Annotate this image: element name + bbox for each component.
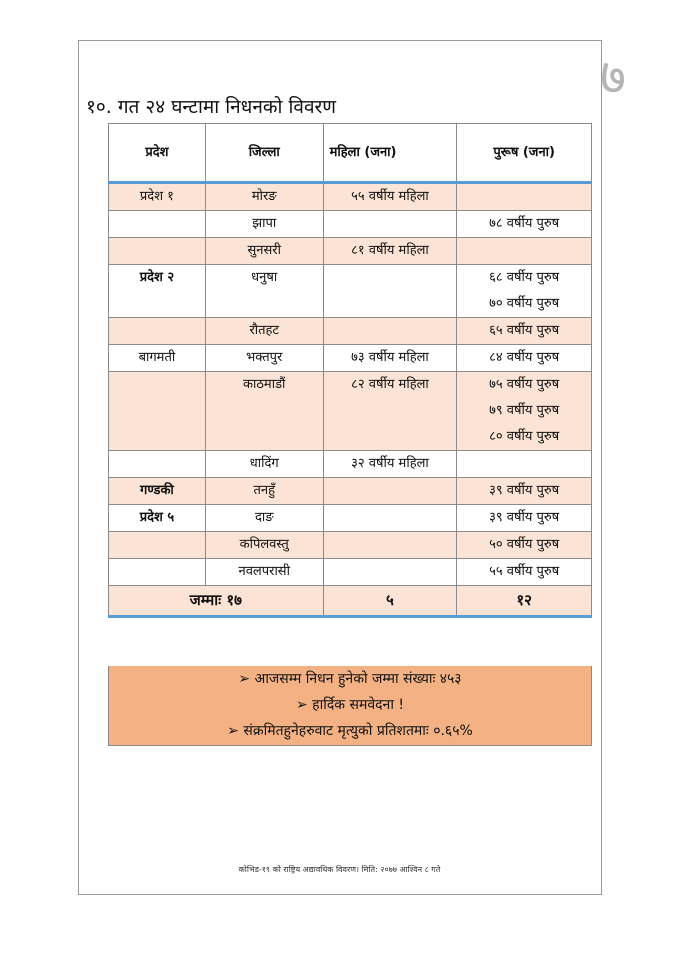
female-cell: ८१ वर्षीय महिला — [323, 238, 457, 265]
table-header-row — [109, 124, 592, 183]
male-cell — [457, 238, 592, 265]
province-cell: गण्डकी — [109, 478, 206, 505]
summary-line: ➢ संक्रमितहुनेहरुवाट मृत्युको प्रतिशतमाः ०.६५% — [227, 723, 473, 739]
province-cell — [109, 318, 206, 345]
district-cell: झापा — [205, 211, 323, 238]
province-cell — [109, 372, 206, 451]
male-cell: ६५ वर्षीय पुरुष — [457, 318, 592, 345]
province-cell — [109, 451, 206, 478]
district-cell: सुनसरी — [205, 238, 323, 265]
bullet-icon: ➢ — [227, 723, 239, 739]
district-cell: मोरङ — [205, 183, 323, 211]
male-cell: ३९ वर्षीय पुरुष — [457, 478, 592, 505]
province-cell — [109, 532, 206, 559]
province-cell — [109, 211, 206, 238]
female-cell — [323, 318, 457, 345]
female-cell — [323, 478, 457, 505]
province-cell: प्रदेश १ — [109, 183, 206, 211]
district-cell: भक्तपुर — [205, 345, 323, 372]
male-cell: ८४ वर्षीय पुरुष — [457, 345, 592, 372]
province-cell: प्रदेश २ — [109, 265, 206, 318]
summary-line: ➢ आजसम्म निधन हुनेको जम्मा संख्याः ४५३ — [238, 671, 462, 687]
header-province: प्रदेश — [109, 124, 206, 183]
male-cell: ७८ वर्षीय पुरुष — [457, 211, 592, 238]
female-cell — [323, 559, 457, 586]
district-cell: तनहुँ — [205, 478, 323, 505]
header-male: पुरूष (जना) — [457, 124, 592, 183]
female-cell — [323, 211, 457, 238]
total-label: जम्माः १७ — [109, 586, 324, 617]
district-cell: कपिलवस्तु — [205, 532, 323, 559]
table-row — [109, 345, 592, 372]
district-cell: नवलपरासी — [205, 559, 323, 586]
bullet-icon: ➢ — [295, 697, 308, 713]
male-cell — [457, 183, 592, 211]
female-cell: ७३ वर्षीय महिला — [323, 345, 457, 372]
province-cell — [109, 238, 206, 265]
page-footer: कोभिड-१९ को राष्ट्रिय अद्यावधिक विवरण। मिति: २०७७ आश्विन ८ गते — [238, 865, 441, 874]
table-row — [109, 559, 592, 586]
table-row — [109, 372, 592, 451]
male-cell: ५० वर्षीय पुरुष — [457, 532, 592, 559]
province-cell: प्रदेश ५ — [109, 505, 206, 532]
summary-box — [108, 666, 592, 746]
province-cell — [109, 559, 206, 586]
district-cell: दाङ — [205, 505, 323, 532]
male-cell — [457, 451, 592, 478]
district-cell: काठमाडौं — [205, 372, 323, 451]
header-female: महिला (जना) — [323, 124, 457, 183]
female-cell — [323, 532, 457, 559]
table-row — [109, 238, 592, 265]
page-number: ७ — [600, 48, 626, 106]
male-cell: ६८ वर्षीय पुरुष ७० वर्षीय पुरुष — [457, 265, 592, 318]
district-cell: रौतहट — [205, 318, 323, 345]
female-cell: ३२ वर्षीय महिला — [323, 451, 457, 478]
female-cell: ८२ वर्षीय महिला — [323, 372, 457, 451]
district-cell: धनुषा — [205, 265, 323, 318]
table-row — [109, 265, 592, 318]
table-row — [109, 505, 592, 532]
district-cell: धादिंग — [205, 451, 323, 478]
section-title: १०. गत २४ घन्टामा निधनको विवरण — [86, 96, 337, 118]
total-male: १२ — [457, 586, 592, 617]
total-female: ५ — [323, 586, 457, 617]
table-row — [109, 532, 592, 559]
table-row — [109, 183, 592, 211]
summary-line: ➢ हार्दिक समवेदना ! — [295, 697, 405, 713]
male-cell: ३९ वर्षीय पुरुष — [457, 505, 592, 532]
female-cell — [323, 265, 457, 318]
male-cell: ७५ वर्षीय पुरुष ७९ वर्षीय पुरुष ८० वर्षीय पुरुष — [457, 372, 592, 451]
total-row — [109, 586, 592, 617]
male-cell: ५५ वर्षीय पुरुष — [457, 559, 592, 586]
table-row — [109, 478, 592, 505]
province-cell: बागमती — [109, 345, 206, 372]
table-row — [109, 451, 592, 478]
female-cell: ५५ वर्षीय महिला — [323, 183, 457, 211]
deaths-table — [108, 123, 592, 618]
header-district: जिल्ला — [205, 124, 323, 183]
table-row — [109, 211, 592, 238]
table-row — [109, 318, 592, 345]
bullet-icon: ➢ — [238, 671, 251, 687]
female-cell — [323, 505, 457, 532]
